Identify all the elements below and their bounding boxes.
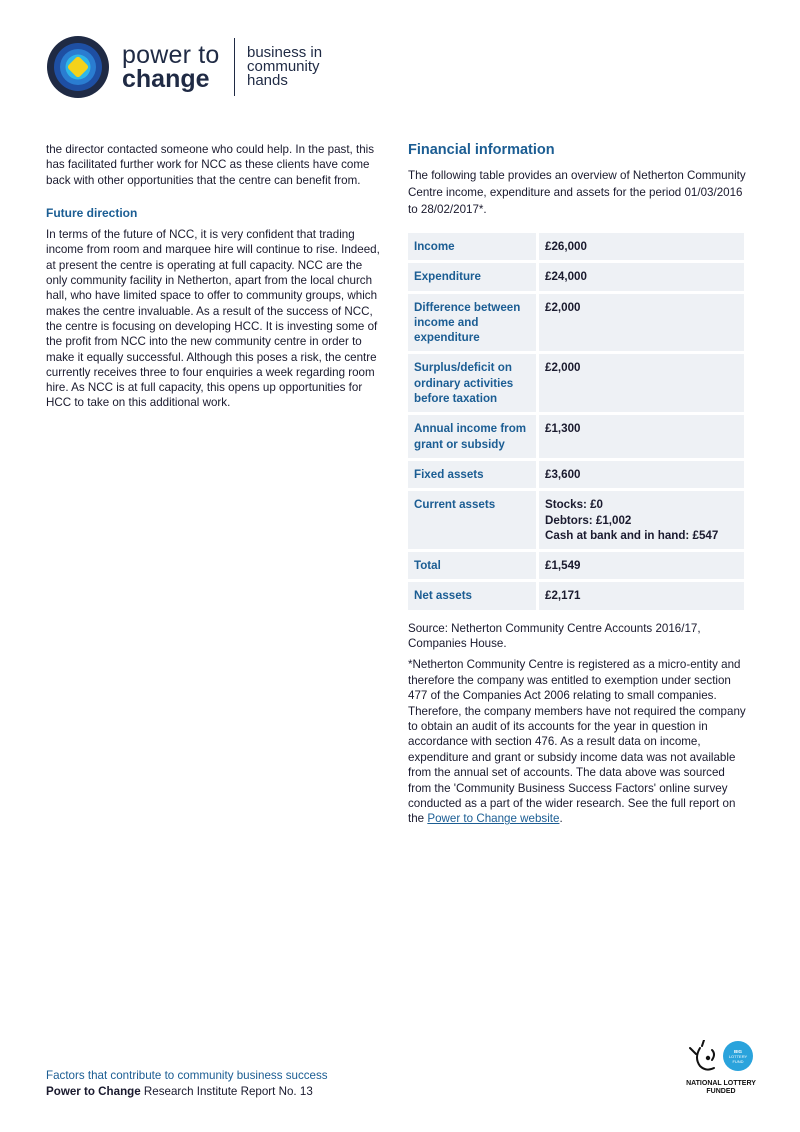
table-row	[408, 491, 744, 549]
cash-value: Cash at bank and in hand: £547	[545, 528, 719, 542]
footer-brand: Power to Change	[46, 1084, 141, 1098]
row-label: Expenditure	[408, 263, 536, 290]
future-direction-heading: Future direction	[46, 205, 138, 220]
table-row	[408, 582, 744, 609]
row-label: Net assets	[408, 582, 536, 609]
table-row	[408, 461, 744, 488]
row-label: Current assets	[408, 491, 536, 549]
table-row	[408, 552, 744, 579]
power-to-change-website-link[interactable]: Power to Change website	[427, 812, 560, 826]
row-label: Surplus/deficit on ordinary activities before taxation	[408, 354, 536, 412]
page-header	[46, 37, 322, 97]
row-label: Income	[408, 233, 536, 260]
financial-information-heading: Financial information	[408, 142, 555, 158]
financial-intro: The following table provides an overview of Netherton Community Centre income, expenditure and assets for the period 01/03/2016 to 28/02/2017*.	[408, 169, 746, 216]
table-row	[408, 415, 744, 458]
right-column	[408, 142, 748, 827]
tagline	[247, 46, 322, 88]
svg-text:FUND: FUND	[732, 1059, 744, 1064]
footnote-end: .	[559, 812, 563, 826]
brand-line-1: power to	[122, 41, 220, 69]
row-label: Total	[408, 552, 536, 579]
tagline-line-3: hands	[247, 72, 288, 89]
national-lottery-funded-label: NATIONAL LOTTERY FUNDED	[686, 1080, 756, 1095]
row-value: £1,300	[536, 415, 744, 458]
row-value: £2,000	[536, 294, 744, 352]
row-value: £1,549	[536, 552, 744, 579]
footnote	[408, 657, 748, 826]
row-value: £2,171	[536, 582, 744, 609]
footer-report-title: Factors that contribute to community business success	[46, 1069, 328, 1082]
svg-text:LOTTERY: LOTTERY	[728, 1054, 748, 1059]
row-value: £26,000	[536, 233, 744, 260]
row-value	[536, 491, 744, 549]
left-paragraph-1: the director contacted someone who could help. In the past, this has facilitated further work for NCC as these clients have come back with other opportunities that the centre can benefit from.	[46, 143, 375, 187]
power-to-change-logo	[46, 35, 110, 99]
footnote-text: *Netherton Community Centre is registered as a micro-entity and therefore the company was entitled to exemption under section 477 of the Companies Act 2006 relating to small companies. Therefore, the company members have not required the company to obtain an audit of its accounts for the year in question in accordance with section 476. As a result data on income, expenditure and grant or subsidy income data was not available from the annual set of accounts. The data above was sourced from the 'Community Business Success Factors' online survey conducted as a part of the wider research. See the full report on the	[408, 658, 746, 826]
footer-report-rest: Research Institute Report No. 13	[140, 1084, 313, 1098]
financial-table	[408, 230, 744, 613]
stocks-value: Stocks: £0	[545, 498, 603, 512]
table-row	[408, 294, 744, 352]
table-row	[408, 354, 744, 412]
header-divider	[234, 38, 236, 96]
row-label: Fixed assets	[408, 461, 536, 488]
row-value: £2,000	[536, 354, 744, 412]
row-value: £24,000	[536, 263, 744, 290]
row-label: Difference between income and expenditure	[408, 294, 536, 352]
brand-line-2: change	[122, 65, 210, 93]
table-row	[408, 233, 744, 260]
debtors-value: Debtors: £1,002	[545, 513, 632, 527]
svg-text:BIG: BIG	[733, 1049, 743, 1054]
tagline-line-1: business in	[247, 44, 323, 61]
footer-report-number	[46, 1085, 313, 1098]
row-value: £3,600	[536, 461, 744, 488]
brand-name	[122, 43, 220, 91]
row-label: Annual income from grant or subsidy	[408, 415, 536, 458]
tagline-line-2: community	[247, 58, 320, 75]
table-row	[408, 263, 744, 290]
left-paragraph-2: In terms of the future of NCC, it is very confident that trading income from room and marquee hire will continue to rise. Indeed, at present the centre is operating at full capacity. NCC are the only community facility in Netherton, apart from the local church hall, who have limited space to offer to community groups, which makes the centre invaluable. As a result of the success of NCC, the centre is focusing on developing HCC. It is investing some of the profit from NCC into the new community centre in order to make it equally successful. Although this poses a risk, the centre currently receives three to four enquiries a week regarding room hire. As NCC is at full capacity, this opens up opportunities for HCC to take on this additional work.	[46, 228, 380, 410]
source-note: Source: Netherton Community Centre Accounts 2016/17, Companies House.	[408, 621, 701, 651]
page-footer	[46, 1068, 328, 1099]
left-column	[46, 142, 382, 411]
